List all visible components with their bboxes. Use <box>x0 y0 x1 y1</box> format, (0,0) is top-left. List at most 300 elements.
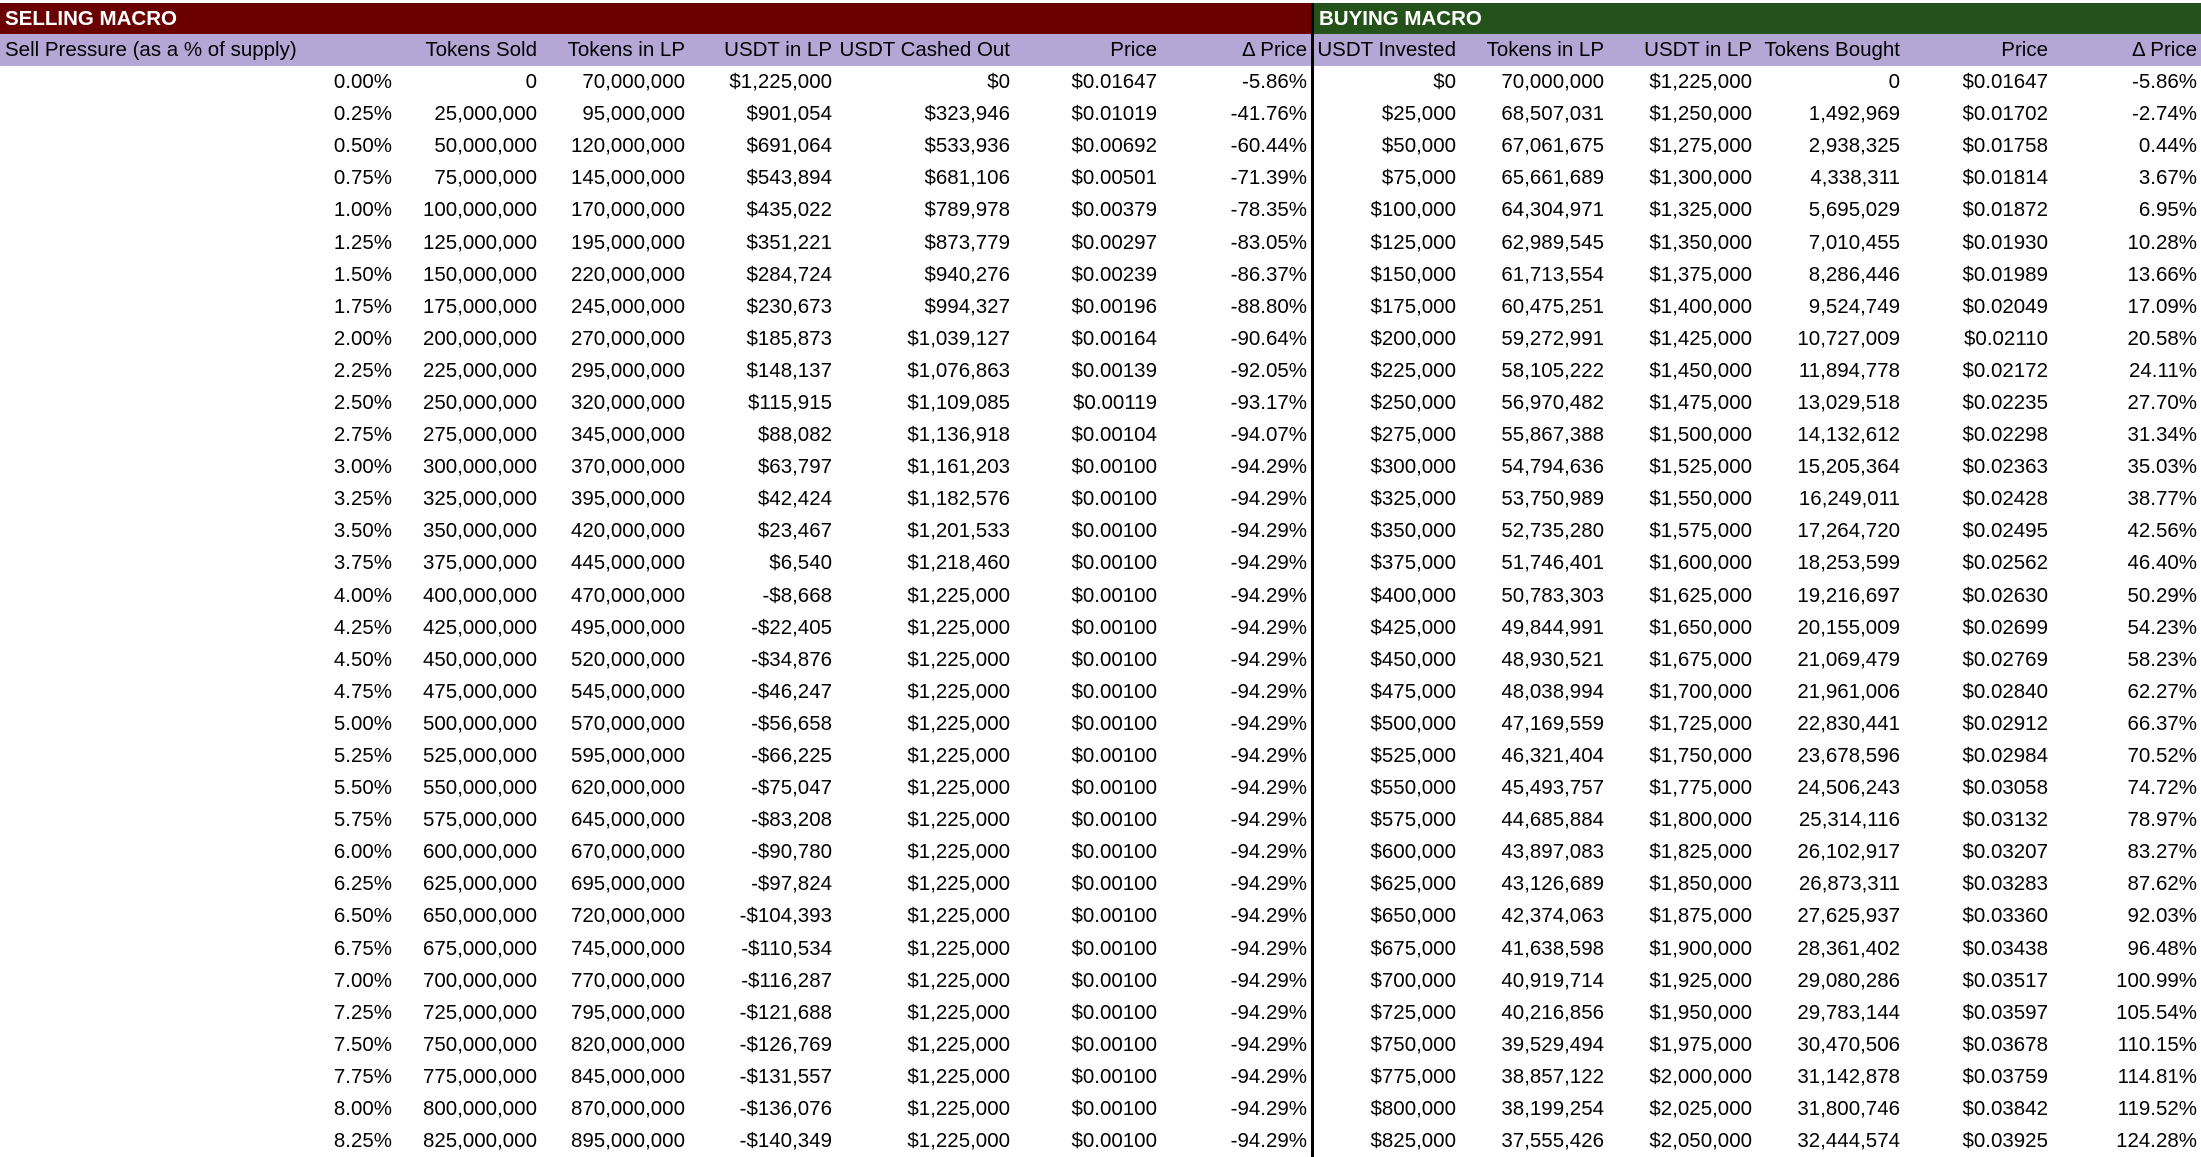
cell-buy-delta-price[interactable]: 27.70% <box>2127 390 2197 414</box>
cell-buy-tokens-in-lp[interactable]: 50,783,303 <box>1501 583 1604 607</box>
cell-usdt-cashed-out[interactable]: $1,225,000 <box>907 840 1010 864</box>
cell-usdt-invested[interactable]: $700,000 <box>1311 965 1460 997</box>
cell-sell-price[interactable]: $0.00239 <box>1071 262 1157 286</box>
cell-buy-price[interactable]: $0.03678 <box>1962 1032 2048 1056</box>
cell-sell-tokens-in-lp[interactable]: 345,000,000 <box>570 423 685 447</box>
cell-sell-pressure[interactable]: 5.00% <box>333 711 392 735</box>
cell-tokens-sold[interactable]: 575,000,000 <box>422 808 537 832</box>
cell-tokens-sold[interactable]: 75,000,000 <box>434 166 537 190</box>
cell-buy-usdt-in-lp[interactable]: $1,500,000 <box>1649 423 1752 447</box>
cell-sell-price[interactable]: $0.00100 <box>1071 904 1157 928</box>
cell-buy-price[interactable]: $0.02699 <box>1962 615 2048 639</box>
cell-sell-delta-price[interactable]: -94.29% <box>1230 647 1307 671</box>
cell-sell-usdt-in-lp[interactable]: -$104,393 <box>739 904 832 928</box>
cell-usdt-cashed-out[interactable]: $1,225,000 <box>907 583 1010 607</box>
cell-sell-usdt-in-lp[interactable]: -$126,769 <box>739 1032 832 1056</box>
cell-usdt-invested[interactable]: $250,000 <box>1311 387 1460 419</box>
cell-tokens-sold[interactable]: 25,000,000 <box>434 102 537 126</box>
cell-sell-price[interactable]: $0.00100 <box>1071 776 1157 800</box>
cell-tokens-sold[interactable]: 425,000,000 <box>422 615 537 639</box>
cell-usdt-invested[interactable]: $100,000 <box>1311 194 1460 226</box>
cell-tokens-sold[interactable]: 375,000,000 <box>422 551 537 575</box>
cell-tokens-sold[interactable]: 550,000,000 <box>422 776 537 800</box>
cell-sell-usdt-in-lp[interactable]: -$131,557 <box>739 1064 832 1088</box>
cell-usdt-invested[interactable]: $675,000 <box>1311 933 1460 965</box>
header-sell-pressure[interactable]: Sell Pressure (as a % of supply) <box>0 34 396 66</box>
cell-sell-tokens-in-lp[interactable]: 70,000,000 <box>582 70 685 94</box>
cell-sell-usdt-in-lp[interactable]: $115,915 <box>748 390 832 414</box>
cell-buy-price[interactable]: $0.02172 <box>1962 358 2048 382</box>
cell-sell-pressure[interactable]: 1.50% <box>333 262 392 286</box>
cell-sell-price[interactable]: $0.00100 <box>1071 872 1157 896</box>
cell-tokens-bought[interactable]: 11,894,778 <box>1798 358 1900 382</box>
header-sell-delta-price[interactable]: Δ Price <box>1161 34 1311 66</box>
cell-tokens-sold[interactable]: 750,000,000 <box>422 1032 537 1056</box>
cell-usdt-invested[interactable]: $225,000 <box>1311 355 1460 387</box>
cell-usdt-cashed-out[interactable]: $1,201,533 <box>907 519 1010 543</box>
cell-sell-price[interactable]: $0.00100 <box>1071 679 1157 703</box>
cell-tokens-sold[interactable]: 250,000,000 <box>422 390 537 414</box>
cell-sell-tokens-in-lp[interactable]: 545,000,000 <box>570 679 685 703</box>
cell-sell-pressure[interactable]: 6.50% <box>333 904 392 928</box>
cell-tokens-sold[interactable]: 450,000,000 <box>422 647 537 671</box>
cell-tokens-bought[interactable]: 0 <box>1888 70 1900 94</box>
cell-sell-pressure[interactable]: 5.25% <box>333 744 392 768</box>
cell-sell-pressure[interactable]: 4.50% <box>333 647 392 671</box>
header-sell-price[interactable]: Price <box>1014 34 1161 66</box>
cell-buy-usdt-in-lp[interactable]: $1,300,000 <box>1649 166 1752 190</box>
cell-buy-price[interactable]: $0.01930 <box>1962 230 2048 254</box>
cell-sell-delta-price[interactable]: -94.29% <box>1230 776 1307 800</box>
cell-sell-price[interactable]: $0.00100 <box>1071 711 1157 735</box>
cell-tokens-bought[interactable]: 17,264,720 <box>1797 519 1900 543</box>
cell-usdt-cashed-out[interactable]: $1,225,000 <box>907 1064 1010 1088</box>
cell-sell-usdt-in-lp[interactable]: $6,540 <box>769 551 832 575</box>
cell-tokens-bought[interactable]: 23,678,596 <box>1797 744 1900 768</box>
cell-tokens-bought[interactable]: 26,873,311 <box>1798 872 1900 896</box>
cell-sell-delta-price[interactable]: -93.17% <box>1230 390 1307 414</box>
cell-buy-tokens-in-lp[interactable]: 42,374,063 <box>1501 904 1604 928</box>
cell-sell-pressure[interactable]: 7.75% <box>333 1064 392 1088</box>
cell-sell-pressure[interactable]: 6.00% <box>333 840 392 864</box>
cell-sell-pressure[interactable]: 1.00% <box>333 198 392 222</box>
cell-buy-tokens-in-lp[interactable]: 52,735,280 <box>1501 519 1604 543</box>
cell-buy-tokens-in-lp[interactable]: 48,038,994 <box>1501 679 1604 703</box>
cell-buy-price[interactable]: $0.02298 <box>1962 423 2048 447</box>
cell-sell-delta-price[interactable]: -78.35% <box>1230 198 1307 222</box>
cell-buy-delta-price[interactable]: 10.28% <box>2127 230 2197 254</box>
cell-usdt-cashed-out[interactable]: $1,076,863 <box>907 358 1010 382</box>
cell-tokens-bought[interactable]: 21,069,479 <box>1797 647 1900 671</box>
cell-sell-pressure[interactable]: 0.00% <box>333 70 392 94</box>
cell-buy-delta-price[interactable]: 110.15% <box>2117 1032 2197 1056</box>
cell-sell-pressure[interactable]: 5.50% <box>333 776 392 800</box>
cell-sell-delta-price[interactable]: -94.29% <box>1230 711 1307 735</box>
cell-usdt-cashed-out[interactable]: $1,225,000 <box>907 1032 1010 1056</box>
cell-sell-tokens-in-lp[interactable]: 320,000,000 <box>570 390 685 414</box>
cell-sell-tokens-in-lp[interactable]: 295,000,000 <box>570 358 685 382</box>
cell-usdt-invested[interactable]: $125,000 <box>1311 226 1460 258</box>
cell-tokens-bought[interactable]: 26,102,917 <box>1797 840 1900 864</box>
cell-sell-tokens-in-lp[interactable]: 170,000,000 <box>570 198 685 222</box>
cell-usdt-cashed-out[interactable]: $1,161,203 <box>907 455 1010 479</box>
cell-usdt-invested[interactable]: $475,000 <box>1311 676 1460 708</box>
cell-sell-price[interactable]: $0.01019 <box>1071 102 1157 126</box>
cell-sell-price[interactable]: $0.00164 <box>1071 326 1157 350</box>
cell-sell-price[interactable]: $0.00100 <box>1071 647 1157 671</box>
cell-usdt-cashed-out[interactable]: $789,978 <box>924 198 1010 222</box>
cell-sell-usdt-in-lp[interactable]: -$140,349 <box>739 1129 832 1153</box>
cell-usdt-cashed-out[interactable]: $1,225,000 <box>907 711 1010 735</box>
cell-sell-usdt-in-lp[interactable]: $691,064 <box>746 134 832 158</box>
cell-tokens-bought[interactable]: 29,783,144 <box>1797 1000 1900 1024</box>
cell-buy-usdt-in-lp[interactable]: $1,925,000 <box>1649 968 1752 992</box>
cell-usdt-cashed-out[interactable]: $1,225,000 <box>907 1097 1010 1121</box>
cell-buy-price[interactable]: $0.02363 <box>1962 455 2048 479</box>
cell-buy-tokens-in-lp[interactable]: 54,794,636 <box>1501 455 1604 479</box>
cell-sell-delta-price[interactable]: -5.86% <box>1242 70 1307 94</box>
cell-buy-delta-price[interactable]: -5.86% <box>2132 70 2197 94</box>
cell-sell-usdt-in-lp[interactable]: -$83,208 <box>751 808 832 832</box>
cell-sell-pressure[interactable]: 3.25% <box>333 487 392 511</box>
cell-tokens-sold[interactable]: 200,000,000 <box>422 326 537 350</box>
cell-buy-delta-price[interactable]: 50.29% <box>2127 583 2197 607</box>
cell-sell-pressure[interactable]: 2.25% <box>333 358 392 382</box>
cell-sell-delta-price[interactable]: -83.05% <box>1230 230 1307 254</box>
cell-buy-usdt-in-lp[interactable]: $1,575,000 <box>1649 519 1752 543</box>
cell-buy-usdt-in-lp[interactable]: $1,450,000 <box>1649 358 1752 382</box>
cell-buy-delta-price[interactable]: 13.66% <box>2127 262 2197 286</box>
cell-tokens-bought[interactable]: 7,010,455 <box>1808 230 1900 254</box>
cell-sell-usdt-in-lp[interactable]: $88,082 <box>757 423 832 447</box>
cell-sell-tokens-in-lp[interactable]: 520,000,000 <box>570 647 685 671</box>
cell-sell-delta-price[interactable]: -94.29% <box>1230 744 1307 768</box>
cell-usdt-cashed-out[interactable]: $1,109,085 <box>907 390 1010 414</box>
cell-buy-price[interactable]: $0.02049 <box>1962 294 2048 318</box>
header-usdt-cashed-out[interactable]: USDT Cashed Out <box>836 34 1014 66</box>
cell-buy-tokens-in-lp[interactable]: 38,199,254 <box>1501 1097 1604 1121</box>
cell-sell-delta-price[interactable]: -94.29% <box>1230 904 1307 928</box>
cell-buy-usdt-in-lp[interactable]: $1,825,000 <box>1649 840 1752 864</box>
cell-sell-pressure[interactable]: 3.75% <box>333 551 392 575</box>
header-sell-tokens-in-lp[interactable]: Tokens in LP <box>541 34 689 66</box>
cell-buy-price[interactable]: $0.03759 <box>1962 1064 2048 1088</box>
cell-usdt-invested[interactable]: $650,000 <box>1311 900 1460 932</box>
cell-sell-usdt-in-lp[interactable]: -$110,534 <box>741 936 832 960</box>
header-sell-usdt-in-lp[interactable]: USDT in LP <box>689 34 836 66</box>
cell-sell-price[interactable]: $0.00100 <box>1071 1129 1157 1153</box>
cell-tokens-bought[interactable]: 30,470,506 <box>1797 1032 1900 1056</box>
cell-sell-delta-price[interactable]: -94.29% <box>1230 840 1307 864</box>
cell-usdt-invested[interactable]: $625,000 <box>1311 868 1460 900</box>
cell-tokens-bought[interactable]: 15,205,364 <box>1797 455 1900 479</box>
cell-buy-price[interactable]: $0.02912 <box>1962 711 2048 735</box>
cell-usdt-cashed-out[interactable]: $681,106 <box>924 166 1010 190</box>
cell-sell-tokens-in-lp[interactable]: 620,000,000 <box>570 776 685 800</box>
cell-buy-tokens-in-lp[interactable]: 62,989,545 <box>1501 230 1604 254</box>
cell-buy-usdt-in-lp[interactable]: $1,725,000 <box>1649 711 1752 735</box>
cell-sell-pressure[interactable]: 6.25% <box>333 872 392 896</box>
cell-sell-tokens-in-lp[interactable]: 145,000,000 <box>570 166 685 190</box>
cell-sell-usdt-in-lp[interactable]: -$121,688 <box>739 1000 832 1024</box>
cell-buy-delta-price[interactable]: 92.03% <box>2127 904 2197 928</box>
cell-tokens-bought[interactable]: 31,800,746 <box>1797 1097 1900 1121</box>
cell-buy-delta-price[interactable]: 31.34% <box>2127 423 2197 447</box>
cell-sell-delta-price[interactable]: -94.29% <box>1230 968 1307 992</box>
cell-buy-price[interactable]: $0.03925 <box>1962 1129 2048 1153</box>
header-buy-delta-price[interactable]: Δ Price <box>2052 34 2201 66</box>
cell-tokens-bought[interactable]: 18,253,599 <box>1797 551 1900 575</box>
cell-sell-price[interactable]: $0.00100 <box>1071 1097 1157 1121</box>
cell-usdt-cashed-out[interactable]: $1,225,000 <box>907 1129 1010 1153</box>
cell-usdt-cashed-out[interactable]: $1,225,000 <box>907 776 1010 800</box>
cell-tokens-sold[interactable]: 825,000,000 <box>422 1129 537 1153</box>
cell-sell-delta-price[interactable]: -90.64% <box>1230 326 1307 350</box>
cell-tokens-sold[interactable]: 500,000,000 <box>422 711 537 735</box>
cell-sell-price[interactable]: $0.00692 <box>1071 134 1157 158</box>
cell-buy-tokens-in-lp[interactable]: 44,685,884 <box>1501 808 1604 832</box>
cell-tokens-bought[interactable]: 8,286,446 <box>1808 262 1900 286</box>
cell-usdt-invested[interactable]: $25,000 <box>1311 98 1460 130</box>
cell-tokens-sold[interactable]: 275,000,000 <box>422 423 537 447</box>
cell-usdt-cashed-out[interactable]: $994,327 <box>924 294 1010 318</box>
header-tokens-bought[interactable]: Tokens Bought <box>1756 34 1904 66</box>
cell-sell-usdt-in-lp[interactable]: $901,054 <box>746 102 832 126</box>
cell-sell-pressure[interactable]: 5.75% <box>333 808 392 832</box>
buying-macro-title[interactable]: BUYING MACRO <box>1311 3 2201 34</box>
cell-buy-price[interactable]: $0.03597 <box>1962 1000 2048 1024</box>
cell-sell-delta-price[interactable]: -88.80% <box>1230 294 1307 318</box>
cell-usdt-cashed-out[interactable]: $1,136,918 <box>907 423 1010 447</box>
cell-tokens-bought[interactable]: 14,132,612 <box>1797 423 1900 447</box>
cell-buy-tokens-in-lp[interactable]: 65,661,689 <box>1501 166 1604 190</box>
cell-buy-usdt-in-lp[interactable]: $1,900,000 <box>1649 936 1752 960</box>
cell-usdt-cashed-out[interactable]: $1,225,000 <box>907 615 1010 639</box>
cell-sell-delta-price[interactable]: -94.29% <box>1230 551 1307 575</box>
cell-tokens-sold[interactable]: 650,000,000 <box>422 904 537 928</box>
cell-usdt-cashed-out[interactable]: $1,225,000 <box>907 679 1010 703</box>
cell-buy-usdt-in-lp[interactable]: $2,000,000 <box>1649 1064 1752 1088</box>
cell-buy-price[interactable]: $0.01758 <box>1962 134 2048 158</box>
cell-sell-price[interactable]: $0.00196 <box>1071 294 1157 318</box>
cell-buy-tokens-in-lp[interactable]: 40,919,714 <box>1501 968 1604 992</box>
cell-buy-delta-price[interactable]: 96.48% <box>2127 936 2197 960</box>
cell-sell-delta-price[interactable]: -94.07% <box>1230 423 1307 447</box>
cell-sell-usdt-in-lp[interactable]: -$136,076 <box>739 1097 832 1121</box>
cell-sell-usdt-in-lp[interactable]: $230,673 <box>746 294 832 318</box>
cell-buy-delta-price[interactable]: 17.09% <box>2127 294 2197 318</box>
cell-usdt-invested[interactable]: $75,000 <box>1311 162 1460 194</box>
cell-sell-usdt-in-lp[interactable]: $435,022 <box>746 198 832 222</box>
cell-buy-usdt-in-lp[interactable]: $1,425,000 <box>1649 326 1752 350</box>
cell-buy-delta-price[interactable]: 87.62% <box>2127 872 2197 896</box>
cell-usdt-cashed-out[interactable]: $1,039,127 <box>907 326 1010 350</box>
cell-sell-pressure[interactable]: 7.00% <box>333 968 392 992</box>
cell-buy-price[interactable]: $0.02562 <box>1962 551 2048 575</box>
cell-sell-pressure[interactable]: 2.50% <box>333 390 392 414</box>
cell-buy-usdt-in-lp[interactable]: $1,750,000 <box>1649 744 1752 768</box>
cell-sell-tokens-in-lp[interactable]: 95,000,000 <box>582 102 685 126</box>
cell-sell-usdt-in-lp[interactable]: -$116,287 <box>741 968 832 992</box>
cell-sell-tokens-in-lp[interactable]: 645,000,000 <box>570 808 685 832</box>
cell-tokens-bought[interactable]: 28,361,402 <box>1797 936 1900 960</box>
cell-sell-delta-price[interactable]: -94.29% <box>1230 808 1307 832</box>
cell-sell-pressure[interactable]: 4.75% <box>333 679 392 703</box>
cell-buy-price[interactable]: $0.01647 <box>1962 70 2048 94</box>
cell-usdt-cashed-out[interactable]: $323,946 <box>924 102 1010 126</box>
cell-usdt-cashed-out[interactable]: $1,225,000 <box>907 647 1010 671</box>
spreadsheet[interactable] <box>0 3 2201 1157</box>
cell-buy-delta-price[interactable]: 54.23% <box>2127 615 2197 639</box>
cell-tokens-bought[interactable]: 29,080,286 <box>1797 968 1900 992</box>
cell-sell-tokens-in-lp[interactable]: 245,000,000 <box>570 294 685 318</box>
cell-sell-price[interactable]: $0.00100 <box>1071 840 1157 864</box>
cell-buy-price[interactable]: $0.02840 <box>1962 679 2048 703</box>
cell-buy-tokens-in-lp[interactable]: 59,272,991 <box>1501 326 1604 350</box>
cell-buy-tokens-in-lp[interactable]: 40,216,856 <box>1501 1000 1604 1024</box>
cell-usdt-invested[interactable]: $750,000 <box>1311 1029 1460 1061</box>
cell-sell-tokens-in-lp[interactable]: 820,000,000 <box>570 1032 685 1056</box>
cell-usdt-invested[interactable]: $600,000 <box>1311 836 1460 868</box>
cell-tokens-bought[interactable]: 31,142,878 <box>1797 1064 1900 1088</box>
cell-buy-tokens-in-lp[interactable]: 48,930,521 <box>1501 647 1604 671</box>
cell-buy-tokens-in-lp[interactable]: 49,844,991 <box>1501 615 1604 639</box>
cell-tokens-bought[interactable]: 24,506,243 <box>1797 776 1900 800</box>
cell-usdt-cashed-out[interactable]: $940,276 <box>924 262 1010 286</box>
cell-usdt-invested[interactable]: $300,000 <box>1311 451 1460 483</box>
cell-sell-tokens-in-lp[interactable]: 720,000,000 <box>570 904 685 928</box>
cell-usdt-invested[interactable]: $375,000 <box>1311 547 1460 579</box>
cell-sell-tokens-in-lp[interactable]: 595,000,000 <box>570 744 685 768</box>
cell-sell-delta-price[interactable]: -71.39% <box>1230 166 1307 190</box>
cell-buy-usdt-in-lp[interactable]: $2,025,000 <box>1649 1097 1752 1121</box>
cell-sell-usdt-in-lp[interactable]: -$22,405 <box>751 615 832 639</box>
cell-buy-tokens-in-lp[interactable]: 61,713,554 <box>1501 262 1604 286</box>
cell-buy-price[interactable]: $0.03517 <box>1962 968 2048 992</box>
cell-usdt-invested[interactable]: $450,000 <box>1311 644 1460 676</box>
cell-sell-pressure[interactable]: 1.25% <box>333 230 392 254</box>
cell-sell-delta-price[interactable]: -94.29% <box>1230 583 1307 607</box>
cell-buy-price[interactable]: $0.01872 <box>1962 198 2048 222</box>
cell-usdt-invested[interactable]: $400,000 <box>1311 580 1460 612</box>
cell-buy-price[interactable]: $0.01989 <box>1962 262 2048 286</box>
cell-usdt-cashed-out[interactable]: $1,225,000 <box>907 936 1010 960</box>
cell-sell-tokens-in-lp[interactable]: 895,000,000 <box>570 1129 685 1153</box>
cell-sell-delta-price[interactable]: -94.29% <box>1230 1032 1307 1056</box>
cell-usdt-invested[interactable]: $575,000 <box>1311 804 1460 836</box>
cell-buy-price[interactable]: $0.02495 <box>1962 519 2048 543</box>
cell-sell-pressure[interactable]: 7.50% <box>333 1032 392 1056</box>
cell-sell-pressure[interactable]: 7.25% <box>333 1000 392 1024</box>
cell-buy-price[interactable]: $0.03283 <box>1962 872 2048 896</box>
cell-buy-tokens-in-lp[interactable]: 53,750,989 <box>1501 487 1604 511</box>
cell-sell-usdt-in-lp[interactable]: -$34,876 <box>751 647 832 671</box>
cell-sell-usdt-in-lp[interactable]: $185,873 <box>746 326 832 350</box>
cell-buy-price[interactable]: $0.01702 <box>1962 102 2048 126</box>
cell-sell-pressure[interactable]: 6.75% <box>333 936 392 960</box>
cell-sell-pressure[interactable]: 8.25% <box>333 1129 392 1153</box>
cell-sell-pressure[interactable]: 0.50% <box>333 134 392 158</box>
cell-tokens-sold[interactable]: 775,000,000 <box>422 1064 537 1088</box>
cell-buy-usdt-in-lp[interactable]: $1,625,000 <box>1649 583 1752 607</box>
cell-tokens-sold[interactable]: 300,000,000 <box>422 455 537 479</box>
cell-sell-usdt-in-lp[interactable]: $351,221 <box>746 230 832 254</box>
cell-sell-tokens-in-lp[interactable]: 695,000,000 <box>570 872 685 896</box>
cell-tokens-bought[interactable]: 1,492,969 <box>1808 102 1900 126</box>
cell-usdt-cashed-out[interactable]: $1,225,000 <box>907 808 1010 832</box>
cell-buy-delta-price[interactable]: 114.81% <box>2117 1064 2197 1088</box>
cell-usdt-cashed-out[interactable]: $1,225,000 <box>907 744 1010 768</box>
cell-sell-tokens-in-lp[interactable]: 570,000,000 <box>570 711 685 735</box>
cell-sell-usdt-in-lp[interactable]: -$46,247 <box>751 679 832 703</box>
cell-sell-delta-price[interactable]: -86.37% <box>1230 262 1307 286</box>
cell-buy-delta-price[interactable]: 70.52% <box>2127 744 2197 768</box>
cell-buy-usdt-in-lp[interactable]: $1,650,000 <box>1649 615 1752 639</box>
cell-buy-delta-price[interactable]: 20.58% <box>2127 326 2197 350</box>
cell-sell-tokens-in-lp[interactable]: 370,000,000 <box>570 455 685 479</box>
cell-sell-usdt-in-lp[interactable]: -$56,658 <box>751 711 832 735</box>
cell-buy-tokens-in-lp[interactable]: 43,897,083 <box>1501 840 1604 864</box>
selling-macro-title[interactable]: SELLING MACRO <box>0 3 1311 34</box>
cell-sell-delta-price[interactable]: -94.29% <box>1230 1000 1307 1024</box>
cell-usdt-invested[interactable]: $0 <box>1311 66 1460 98</box>
cell-usdt-invested[interactable]: $550,000 <box>1311 772 1460 804</box>
cell-tokens-sold[interactable]: 475,000,000 <box>422 679 537 703</box>
cell-buy-tokens-in-lp[interactable]: 46,321,404 <box>1501 744 1604 768</box>
cell-sell-pressure[interactable]: 4.25% <box>333 615 392 639</box>
cell-tokens-bought[interactable]: 16,249,011 <box>1798 487 1900 511</box>
cell-buy-usdt-in-lp[interactable]: $1,675,000 <box>1649 647 1752 671</box>
cell-sell-price[interactable]: $0.00379 <box>1071 198 1157 222</box>
cell-usdt-cashed-out[interactable]: $0 <box>987 70 1010 94</box>
cell-buy-usdt-in-lp[interactable]: $1,800,000 <box>1649 808 1752 832</box>
cell-buy-tokens-in-lp[interactable]: 51,746,401 <box>1501 551 1604 575</box>
cell-tokens-sold[interactable]: 325,000,000 <box>422 487 537 511</box>
cell-buy-tokens-in-lp[interactable]: 64,304,971 <box>1501 198 1604 222</box>
cell-tokens-bought[interactable]: 20,155,009 <box>1797 615 1900 639</box>
cell-sell-price[interactable]: $0.00501 <box>1071 166 1157 190</box>
header-buy-price[interactable]: Price <box>1904 34 2052 66</box>
cell-sell-tokens-in-lp[interactable]: 445,000,000 <box>570 551 685 575</box>
cell-buy-tokens-in-lp[interactable]: 41,638,598 <box>1501 936 1604 960</box>
cell-sell-usdt-in-lp[interactable]: $1,225,000 <box>729 70 832 94</box>
cell-buy-delta-price[interactable]: 58.23% <box>2127 647 2197 671</box>
cell-buy-tokens-in-lp[interactable]: 47,169,559 <box>1501 711 1604 735</box>
cell-buy-price[interactable]: $0.01814 <box>1962 166 2048 190</box>
cell-usdt-cashed-out[interactable]: $1,225,000 <box>907 968 1010 992</box>
cell-sell-pressure[interactable]: 3.00% <box>333 455 392 479</box>
cell-buy-usdt-in-lp[interactable]: $1,275,000 <box>1649 134 1752 158</box>
cell-buy-usdt-in-lp[interactable]: $1,975,000 <box>1649 1032 1752 1056</box>
cell-sell-delta-price[interactable]: -94.29% <box>1230 1097 1307 1121</box>
cell-sell-delta-price[interactable]: -92.05% <box>1230 358 1307 382</box>
cell-sell-usdt-in-lp[interactable]: -$75,047 <box>751 776 832 800</box>
cell-buy-price[interactable]: $0.02428 <box>1962 487 2048 511</box>
cell-buy-usdt-in-lp[interactable]: $1,950,000 <box>1649 1000 1752 1024</box>
cell-sell-tokens-in-lp[interactable]: 420,000,000 <box>570 519 685 543</box>
cell-sell-pressure[interactable]: 2.00% <box>333 326 392 350</box>
cell-tokens-sold[interactable]: 350,000,000 <box>422 519 537 543</box>
cell-buy-usdt-in-lp[interactable]: $1,475,000 <box>1649 390 1752 414</box>
cell-buy-price[interactable]: $0.03842 <box>1962 1097 2048 1121</box>
cell-usdt-invested[interactable]: $350,000 <box>1311 515 1460 547</box>
cell-sell-pressure[interactable]: 0.75% <box>333 166 392 190</box>
cell-buy-tokens-in-lp[interactable]: 68,507,031 <box>1501 102 1604 126</box>
cell-tokens-bought[interactable]: 27,625,937 <box>1797 904 1900 928</box>
cell-buy-tokens-in-lp[interactable]: 67,061,675 <box>1501 134 1604 158</box>
cell-tokens-sold[interactable]: 525,000,000 <box>422 744 537 768</box>
cell-usdt-cashed-out[interactable]: $873,779 <box>924 230 1010 254</box>
